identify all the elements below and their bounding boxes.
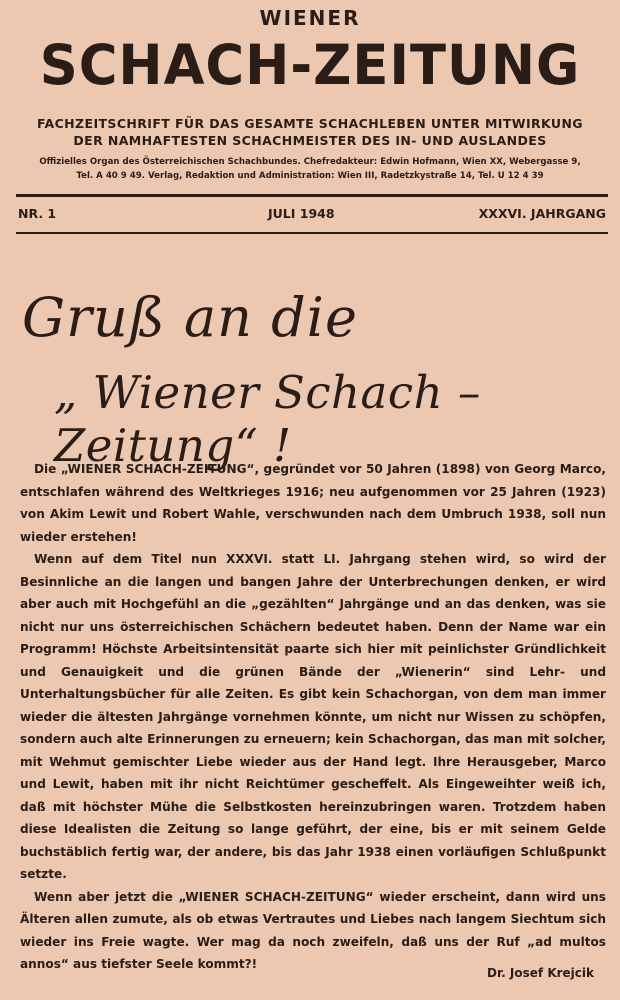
masthead-top-word: WIENER — [259, 6, 361, 30]
masthead-subtitle-line2: DER NAMHAFTESTEN SCHACHMEISTER DES IN- UND AUSLANDES — [73, 133, 547, 148]
official-info-line2: Tel. A 40 9 49. Verlag, Redaktion und Administration: Wien III, Radetzkystraße 14, Tel. U 12 4 39 — [76, 171, 544, 181]
issue-volume: XXXVI. JAHRGANG — [478, 206, 606, 221]
official-info-line1: Offizielles Organ des Österreichischen Schachbundes. Chefredakteur: Edwin Hofmann, Wien XX, Webergasse 9, — [39, 157, 581, 167]
bottom-rule — [16, 232, 608, 234]
article-paragraph-1: Die „WIENER SCHACH-ZEITUNG“, gegründet vor 50 Jahren (1898) von Georg Marco, entschlafen während des Weltkrieges 1916; neu aufgenommen vor 25 Jahren (1923) von Akim Lewit und Robert Wahle, verschwunden nach dem Umbruch 1938, soll nun wieder erstehen! — [20, 462, 606, 544]
article-paragraph-3: Wenn aber jetzt die „WIENER SCHACH-ZEITUNG“ wieder erscheint, dann wird uns Älteren allen zumute, als ob etwas Vertrautes und Liebes nach langem Siechtum sich wieder ins Freie wagte. Wer mag da noch zweifeln, daß uns der Ruf „ad multos annos“ aus tiefster Seele kommt?! — [20, 889, 606, 971]
masthead-subtitle-line1: FACHZEITSCHRIFT FÜR DAS GESAMTE SCHACHLEBEN UNTER MITWIRKUNG — [37, 116, 583, 131]
issue-date: JULI 1948 — [268, 206, 335, 221]
headline-line2: „ Wiener Schach – Zeitung“ ! — [54, 366, 481, 472]
article-paragraph-2: Wenn auf dem Titel nun XXXVI. statt LI. Jahrgang stehen wird, so wird der Besinnliche an die langen und bangen Jahre der Unterbrechungen denken, er wird aber auch mit Hochgefühl an die „gezählten“ Jahrgänge und an das denken, was sie nicht nur uns österreichischen Schächern bedeutet haben. Denn der Name war ein Programm! Höchste Arbeitsintensität paarte sich hier mit peinlichster Gründlichkeit und Genauigkeit und die grünen Bände der „Wienerin“ sind Lehr- und Unterhaltungsbücher für alle Zeiten. Es gibt kein Schachorgan, von dem man immer wieder die ältesten Jahrgänge vornehmen könnte, um nicht nur Wissen zu schöpfen, sondern auch alte Erinnerungen zu erneuern; kein Schachorgan, das man mit solcher, mit Wehmut gemischter Liebe wieder aus der Hand legt. Ihre Herausgeber, Marco und Lewit, haben mit ihr nicht Reichtümer gescheffelt. Als Eingeweihter weiß ich, daß mit höchster Mühe die Selbstkosten hereinzubringen waren. Trotzdem haben diese Idealisten die Zeitung so lange geführt, der eine, bis er mit seinem Gelde buchstäblich fertig war, der andere, bis das Jahr 1938 einen vorläufigen Schlußpunkt setzte. — [20, 552, 606, 881]
masthead-title: SCHACH-ZEITUNG — [39, 33, 581, 97]
article-signature: Dr. Josef Krejcik — [487, 966, 594, 980]
issue-number: NR. 1 — [18, 206, 57, 221]
article-body — [20, 458, 606, 976]
headline-line1: Gruß an die — [22, 286, 358, 349]
top-rule — [16, 194, 608, 197]
